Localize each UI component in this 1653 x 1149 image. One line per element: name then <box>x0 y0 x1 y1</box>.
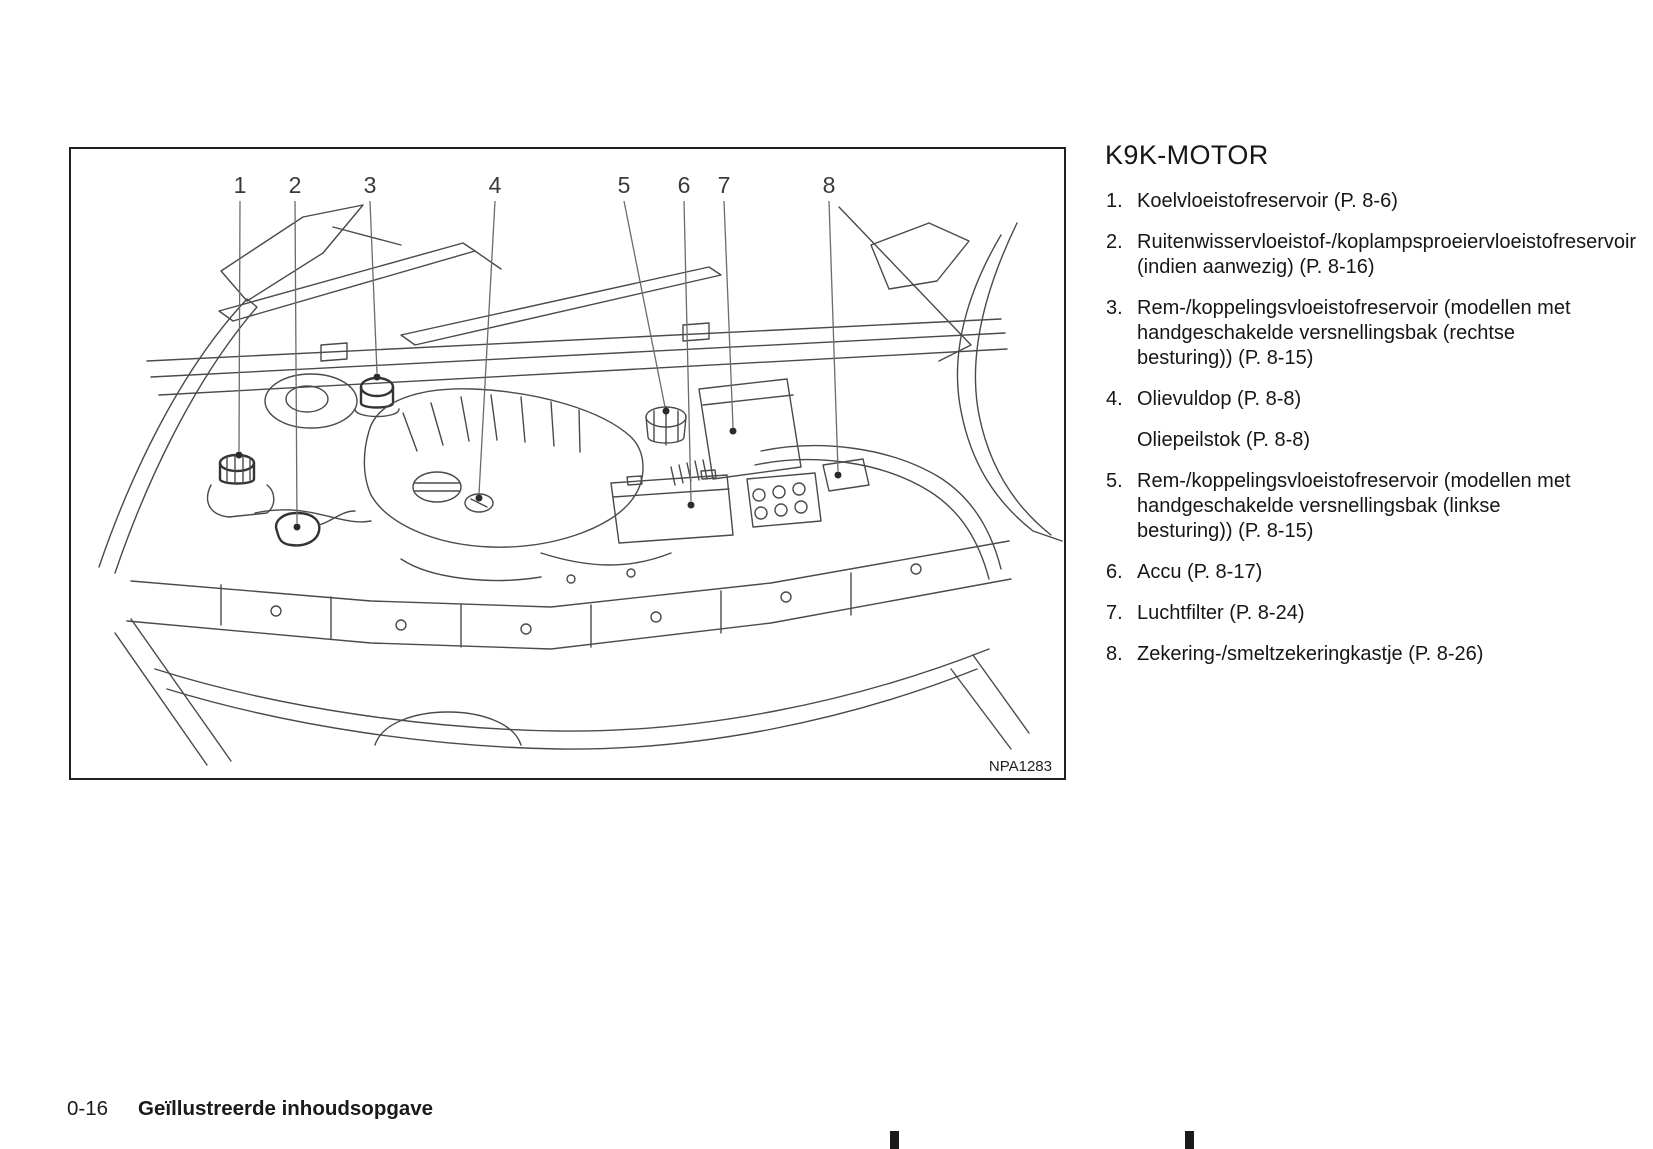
legend-item-text: Ruitenwisservloeistof-/koplampsproeiervloeistofreservoir (indien aanwezig) (P. 8-16) <box>1137 231 1637 278</box>
battery <box>611 470 733 543</box>
callout-2-number: 2 <box>288 172 302 198</box>
legend-item-text: Luchtfilter (P. 8-24) <box>1137 602 1305 624</box>
legend-item-text: Rem-/koppelingsvloeistofreservoir (modellen met handgeschakelde versnellingsbak (rechtse besturing)) (P. 8-15) <box>1137 297 1571 369</box>
washer-filler-cap <box>276 511 355 545</box>
figure-id-label: NPA1283 <box>988 758 1052 775</box>
legend-item-4b <box>1100 428 1578 453</box>
callout-4 <box>476 172 502 502</box>
legend-item-text: Zekering-/smeltzekeringkastje (P. 8-26) <box>1137 643 1484 665</box>
callout-8-number: 8 <box>822 172 836 198</box>
page-title: K9K-MOTOR <box>1105 140 1269 170</box>
legend-list <box>1100 189 1637 667</box>
wiper-arms <box>219 243 721 345</box>
page-number: 0-16 <box>67 1097 109 1120</box>
hood-and-fender-lines <box>99 205 1062 573</box>
callout-7-number: 7 <box>717 172 731 198</box>
legend-item-text: Olievuldop (P. 8-8) <box>1137 388 1302 410</box>
legend-item-text: Oliepeilstok (P. 8-8) <box>1137 429 1311 451</box>
legend-item-text: Rem-/koppelingsvloeistofreservoir (modellen met handgeschakelde versnellingsbak (linkse besturing)) (P. 8-15) <box>1137 470 1571 542</box>
front-crossmember <box>127 541 1011 649</box>
callout-1 <box>234 172 247 459</box>
legend-item-8 <box>1100 642 1578 667</box>
legend-item-6 <box>1100 560 1578 585</box>
legend-item-2 <box>1100 230 1637 280</box>
legend <box>1100 140 1637 667</box>
legend-item-number: 5. <box>1106 470 1123 492</box>
legend-item-number <box>1100 428 1137 453</box>
callout-5-number: 5 <box>617 172 631 198</box>
legend-item-7 <box>1100 601 1578 626</box>
callout-4-number: 4 <box>488 172 502 198</box>
legend-item-number: 7. <box>1106 602 1123 624</box>
bumper-lower <box>115 619 1029 765</box>
engine-bay-line-art <box>71 149 1064 778</box>
page-footer <box>67 1097 433 1121</box>
callout-3-number: 3 <box>363 172 377 198</box>
print-registration-marker <box>890 1131 899 1149</box>
legend-item-number: 3. <box>1106 297 1123 319</box>
legend-item-number: 4. <box>1106 388 1123 410</box>
callout-7 <box>718 172 737 435</box>
legend-item-number: 1. <box>1106 190 1123 212</box>
legend-item-number: 6. <box>1106 561 1123 583</box>
legend-item-number: 2. <box>1106 231 1123 253</box>
fuse-box-area <box>755 446 1001 579</box>
legend-item-number: 8. <box>1106 643 1123 665</box>
coolant-reservoir-cap <box>208 455 274 517</box>
legend-item-3 <box>1100 296 1578 371</box>
relay-box <box>747 473 821 527</box>
callout-1-number: 1 <box>233 172 247 198</box>
print-registration-marker <box>1185 1131 1194 1149</box>
callout-6-number: 6 <box>677 172 691 198</box>
section-title: Geïllustreerde inhoudsopgave <box>138 1097 434 1120</box>
engine-bay-figure <box>69 147 1066 780</box>
strut-tower <box>265 374 357 428</box>
legend-item-text: Koelvloeistofreservoir (P. 8-6) <box>1137 190 1398 212</box>
legend-item-4 <box>1100 387 1578 412</box>
callout-8 <box>823 172 842 479</box>
legend-item-5 <box>1100 469 1578 544</box>
legend-item-1 <box>1100 189 1578 214</box>
engine-cover <box>364 389 643 547</box>
legend-item-text: Accu (P. 8-17) <box>1137 561 1263 583</box>
